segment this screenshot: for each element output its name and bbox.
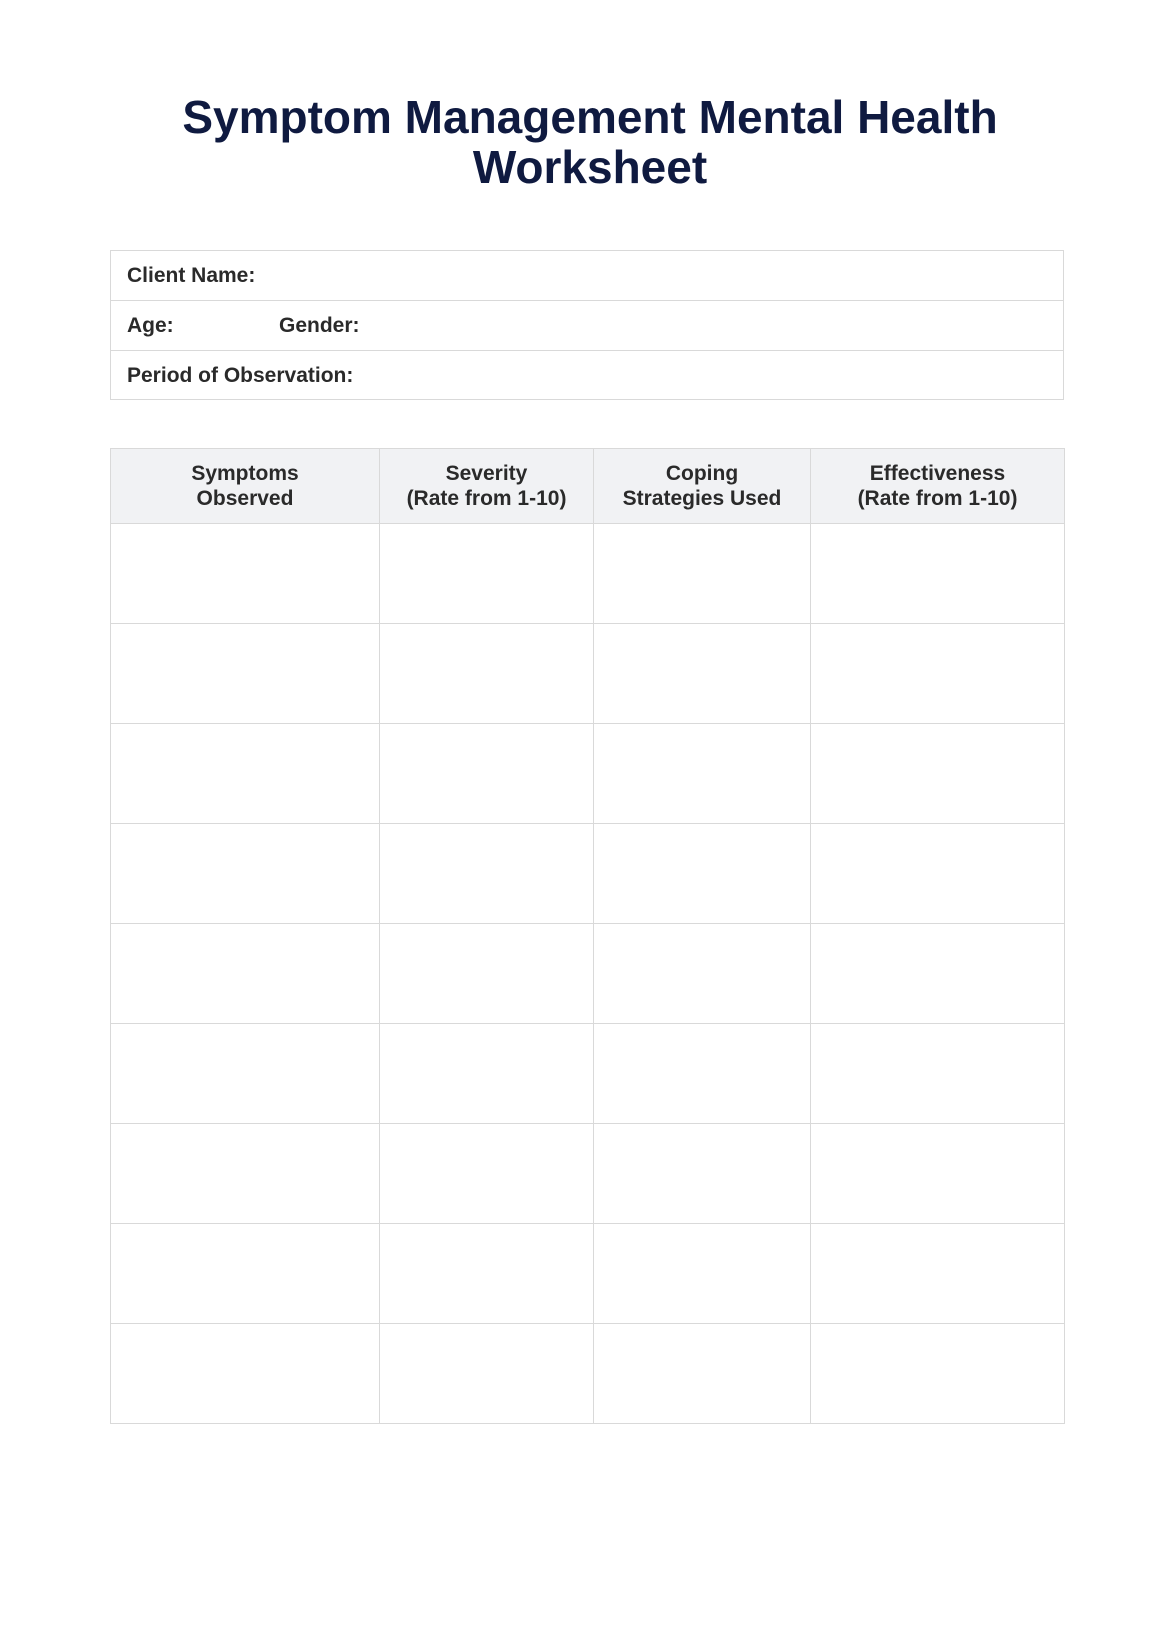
severity-cell[interactable] <box>380 624 594 724</box>
column-header-effectiveness <box>811 449 1065 524</box>
severity-cell[interactable] <box>380 524 594 624</box>
column-header-line: Severity <box>445 462 528 485</box>
client-name-label: Client Name: <box>127 263 256 287</box>
table-header-row <box>111 449 1065 524</box>
severity-cell[interactable] <box>380 1224 594 1324</box>
effectiveness-cell[interactable] <box>811 724 1065 824</box>
page-title-line-1: Symptom Management Mental Health <box>182 91 998 143</box>
coping-strategy-cell[interactable] <box>594 1124 811 1224</box>
coping-strategy-cell[interactable] <box>594 1224 811 1324</box>
client-name-field[interactable] <box>111 251 1063 301</box>
effectiveness-cell[interactable] <box>811 1324 1065 1424</box>
gender-label: Gender: <box>279 313 360 337</box>
age-field[interactable] <box>127 314 279 338</box>
symptom-cell[interactable] <box>111 824 380 924</box>
column-header-symptoms-observed <box>111 449 380 524</box>
table-row <box>111 1024 1065 1124</box>
client-info-box <box>110 250 1064 400</box>
page-title <box>110 92 1070 192</box>
table-row <box>111 524 1065 624</box>
severity-cell[interactable] <box>380 1024 594 1124</box>
page-title-line-2: Worksheet <box>472 141 708 193</box>
table-row <box>111 724 1065 824</box>
coping-strategy-cell[interactable] <box>594 524 811 624</box>
gender-field[interactable] <box>279 314 360 338</box>
column-header-line: Observed <box>196 487 294 510</box>
column-header-line: Effectiveness <box>869 462 1006 485</box>
table-row <box>111 1324 1065 1424</box>
table-row <box>111 924 1065 1024</box>
age-gender-row <box>111 301 1063 351</box>
symptom-cell[interactable] <box>111 1224 380 1324</box>
column-header-severity <box>380 449 594 524</box>
table-row <box>111 1224 1065 1324</box>
severity-cell[interactable] <box>380 824 594 924</box>
effectiveness-cell[interactable] <box>811 1024 1065 1124</box>
coping-strategy-cell[interactable] <box>594 724 811 824</box>
period-of-observation-field[interactable] <box>111 351 1063 401</box>
symptom-cell[interactable] <box>111 1324 380 1424</box>
symptom-cell[interactable] <box>111 1024 380 1124</box>
effectiveness-cell[interactable] <box>811 1124 1065 1224</box>
age-label: Age: <box>127 313 174 337</box>
coping-strategy-cell[interactable] <box>594 1324 811 1424</box>
symptom-cell[interactable] <box>111 624 380 724</box>
symptom-cell[interactable] <box>111 724 380 824</box>
period-of-observation-label: Period of Observation: <box>127 364 354 387</box>
symptom-log-table <box>110 448 1065 1424</box>
column-header-line: Coping <box>665 462 739 485</box>
column-header-line: Strategies Used <box>622 487 782 510</box>
coping-strategy-cell[interactable] <box>594 924 811 1024</box>
column-header-line: (Rate from 1-10) <box>406 487 567 510</box>
coping-strategy-cell[interactable] <box>594 624 811 724</box>
severity-cell[interactable] <box>380 924 594 1024</box>
column-header-line: Symptoms <box>191 462 299 485</box>
symptom-log-body <box>111 524 1065 1424</box>
table-row <box>111 624 1065 724</box>
symptom-cell[interactable] <box>111 924 380 1024</box>
severity-cell[interactable] <box>380 724 594 824</box>
symptom-cell[interactable] <box>111 524 380 624</box>
effectiveness-cell[interactable] <box>811 1224 1065 1324</box>
effectiveness-cell[interactable] <box>811 524 1065 624</box>
coping-strategy-cell[interactable] <box>594 824 811 924</box>
effectiveness-cell[interactable] <box>811 924 1065 1024</box>
severity-cell[interactable] <box>380 1324 594 1424</box>
column-header-line: (Rate from 1-10) <box>857 487 1018 510</box>
severity-cell[interactable] <box>380 1124 594 1224</box>
coping-strategy-cell[interactable] <box>594 1024 811 1124</box>
table-row <box>111 824 1065 924</box>
symptom-cell[interactable] <box>111 1124 380 1224</box>
effectiveness-cell[interactable] <box>811 624 1065 724</box>
table-row <box>111 1124 1065 1224</box>
column-header-coping-strategies <box>594 449 811 524</box>
effectiveness-cell[interactable] <box>811 824 1065 924</box>
